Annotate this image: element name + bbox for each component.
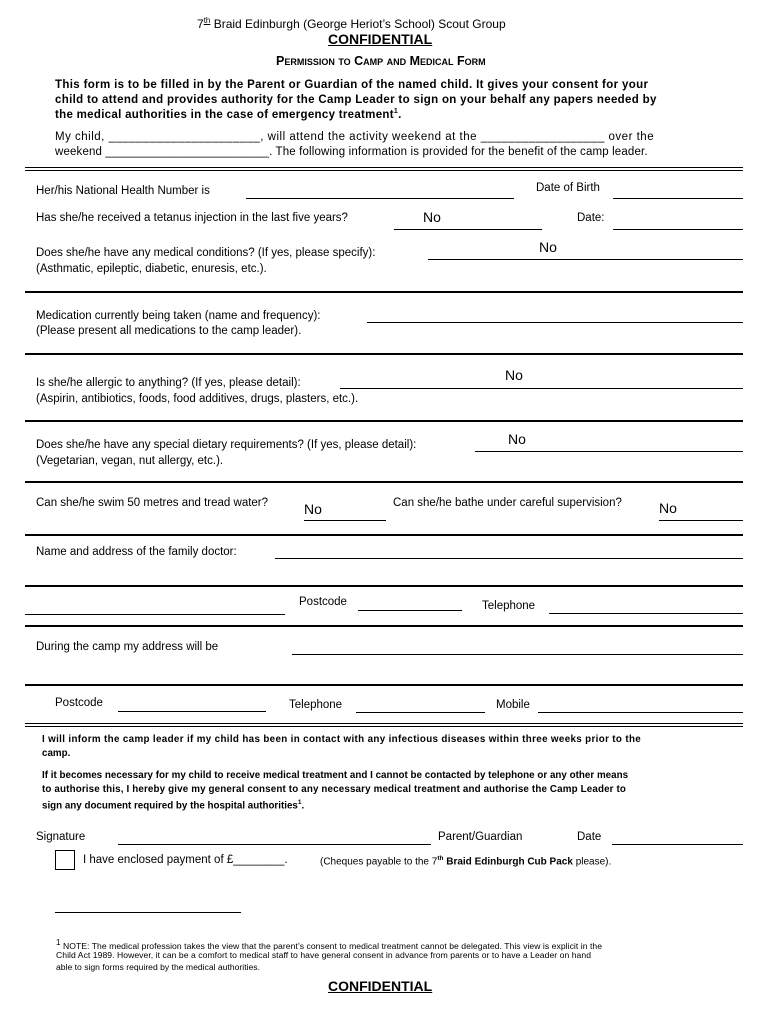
doctor-address-line[interactable] xyxy=(25,614,285,615)
signature-input-line[interactable] xyxy=(118,844,431,845)
camp-address-input-line[interactable] xyxy=(292,654,743,655)
consent-line-1: My child, ______________________, will attend the activity weekend at the __________________ over the xyxy=(55,131,655,143)
conditions-input-line xyxy=(428,259,743,260)
contact-divider xyxy=(25,723,743,727)
diet-answer[interactable]: No xyxy=(508,431,526,447)
tetanus-answer[interactable]: No xyxy=(423,209,441,225)
intro-line-1: This form is to be filled in by the Parent or Guardian of the named child. It gives your consent for your xyxy=(55,79,649,91)
mobile-label: Mobile xyxy=(496,699,530,711)
tetanus-date-label: Date: xyxy=(577,212,605,224)
mobile-input-line[interactable] xyxy=(538,712,743,713)
signature-date-line[interactable] xyxy=(612,844,743,845)
bathe-input-line xyxy=(659,520,743,521)
footnote-line-3: able to sign forms required by the medical authorities. xyxy=(56,962,260,972)
swim-label: Can she/he swim 50 metres and tread water? xyxy=(36,497,269,509)
footnote-line-1: $^1$ NOTE: The medical profession takes the view that the parent’s consent to medical treatment cannot be delegated. This view is explicit in the xyxy=(56,938,603,951)
payment-checkbox[interactable] xyxy=(55,850,75,870)
telephone2-label: Telephone xyxy=(289,699,343,711)
medication-hint: (Please present all medications to the camp leader). xyxy=(36,325,302,337)
consent-statement-3: sign any document required by the hospital authorities$^1$. xyxy=(42,799,305,812)
diet-input-line xyxy=(475,451,743,452)
confidential-top: CONFIDENTIAL xyxy=(328,31,433,47)
postcode2-label: Postcode xyxy=(55,697,103,709)
footnote-separator xyxy=(55,912,241,913)
telephone2-input-line[interactable] xyxy=(356,712,485,713)
postcode-input-line[interactable] xyxy=(358,610,462,611)
doctor-line-2[interactable] xyxy=(25,585,743,587)
diet-hint: (Vegetarian, vegan, nut allergy, etc.). xyxy=(36,455,224,467)
signature-date-label: Date xyxy=(577,831,602,843)
diet-divider xyxy=(25,481,743,483)
conditions-hint: (Asthmatic, epileptic, diabetic, enuresis, etc.). xyxy=(36,263,267,275)
parent-guardian-label: Parent/Guardian xyxy=(438,831,523,843)
postcode2-input-line[interactable] xyxy=(118,711,266,712)
infection-statement-1: I will inform the camp leader if my child has been in contact with any infectious diseases within three weeks prior to the xyxy=(42,734,642,745)
page-title: Permission to Camp and Medical Form xyxy=(276,54,486,68)
nhs-input-line[interactable] xyxy=(246,198,514,199)
intro-line-2: child to attend and provides authority for the Camp Leader to sign on your behalf any papers needed by xyxy=(55,94,657,106)
medication-input-line[interactable] xyxy=(367,322,743,323)
dob-label: Date of Birth xyxy=(536,182,600,194)
swim-input-line xyxy=(304,520,386,521)
camp-address-label: During the camp my address will be xyxy=(36,641,219,653)
signature-label: Signature xyxy=(36,831,86,843)
swim-divider xyxy=(25,534,743,536)
section-divider xyxy=(25,167,743,171)
allergy-answer[interactable]: No xyxy=(505,367,523,383)
doctor-label: Name and address of the family doctor: xyxy=(36,546,237,558)
doctor-input-line[interactable] xyxy=(275,558,743,559)
allergy-label: Is she/he allergic to anything? (If yes, please detail): xyxy=(36,377,301,389)
medication-divider xyxy=(25,353,743,355)
dob-input-line[interactable] xyxy=(613,198,743,199)
bathe-label: Can she/he bathe under careful supervision? xyxy=(393,497,622,509)
infection-statement-2: camp. xyxy=(42,748,71,759)
intro-line-3: the medical authorities in the case of emergency treatment$^1$. xyxy=(55,108,402,121)
consent-line-2: weekend _________________________. The following information is provided for the benefit of the camp leader. xyxy=(55,146,648,158)
allergy-input-line xyxy=(340,388,743,389)
bathe-answer[interactable]: No xyxy=(659,500,677,516)
allergy-hint: (Aspirin, antibiotics, foods, food additives, drugs, plasters, etc.). xyxy=(36,393,359,405)
cheque-note: (Cheques payable to the 7th Braid Edinburgh Cub Pack please). xyxy=(320,855,612,868)
medication-label: Medication currently being taken (name and frequency): xyxy=(36,310,321,322)
allergy-divider xyxy=(25,420,743,422)
consent-statement-2: to authorise this, I hereby give my general consent to any necessary medical treatment and authorise the Camp Leader to xyxy=(42,784,627,795)
conditions-answer[interactable]: No xyxy=(539,239,557,255)
nhs-label: Her/his National Health Number is xyxy=(36,185,210,197)
telephone-label: Telephone xyxy=(482,600,536,612)
confidential-bottom: CONFIDENTIAL xyxy=(328,978,433,994)
postcode-label: Postcode xyxy=(299,596,347,608)
swim-answer[interactable]: No xyxy=(304,501,322,517)
consent-statement-1: If it becomes necessary for my child to receive medical treatment and I cannot be contacted by telephone or any other means xyxy=(42,770,629,781)
doctor-divider xyxy=(25,625,743,627)
tetanus-date-line[interactable] xyxy=(613,229,743,230)
camp-address-line-2[interactable] xyxy=(25,684,743,686)
conditions-label: Does she/he have any medical conditions? (If yes, please specify): xyxy=(36,247,376,259)
group-name: 7th Braid Edinburgh (George Heriot’s School) Scout Group xyxy=(197,16,506,31)
payment-label: I have enclosed payment of £________. xyxy=(83,854,288,866)
tetanus-label: Has she/he received a tetanus injection in the last five years? xyxy=(36,212,348,224)
conditions-divider xyxy=(25,291,743,293)
tetanus-input-line xyxy=(394,229,542,230)
diet-label: Does she/he have any special dietary requirements? (If yes, please detail): xyxy=(36,439,417,451)
footnote-line-2: Child Act 1989. However, it can be a comfort to medical staff to have general consent in advance from parents or to have a Leader on hand xyxy=(56,950,592,960)
telephone-input-line[interactable] xyxy=(549,613,743,614)
